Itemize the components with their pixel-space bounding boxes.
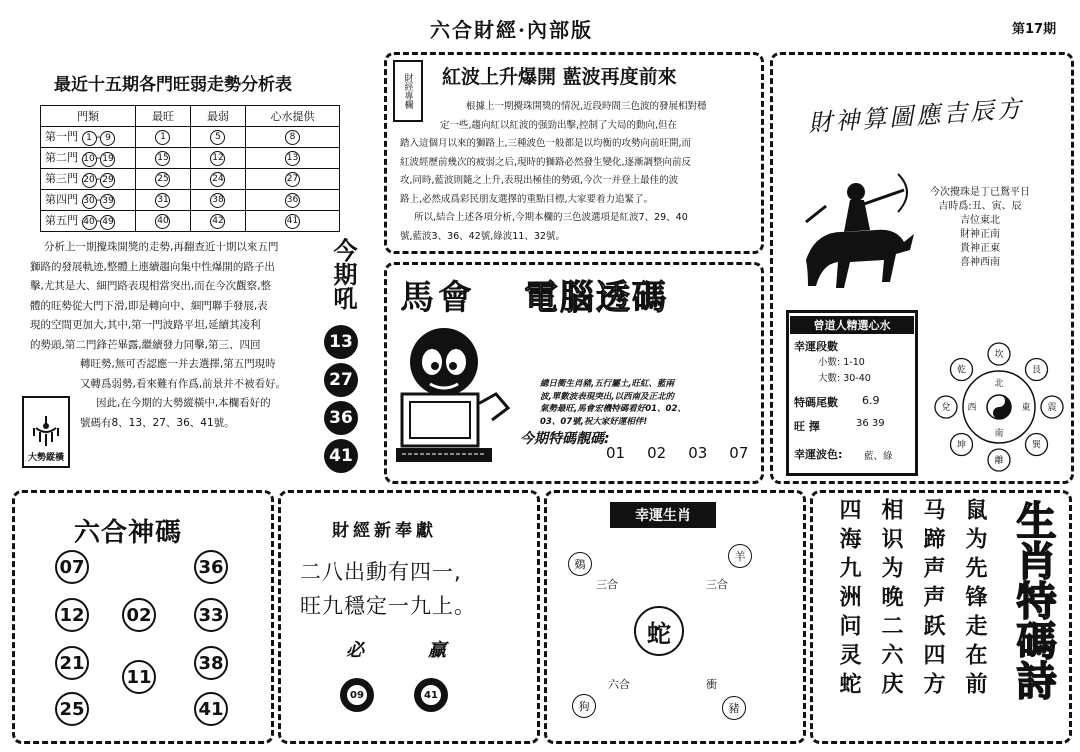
table-row: 第五門 40 - 49 40 42 41 (41, 211, 340, 232)
six-god-number: 12 (55, 598, 89, 632)
poem-col: 四海九洲问灵蛇 (836, 498, 862, 701)
column-stamp-label: 財經專欄 (402, 73, 413, 109)
bagua-compass-icon (932, 340, 1066, 474)
analysis-line: 的勢頭,第二門鋒芒畢露,繼續發力同擊,第三、四回 (30, 338, 261, 351)
six-god-number: 25 (55, 692, 89, 726)
waves-line: 紅波經歷前幾次的疲弱之后,現時的獅路必然發生變化,逐漸調整向前反 (400, 156, 692, 168)
gate-name: 第五門 (45, 214, 78, 228)
zodiac-title: 幸運生肖 (610, 502, 716, 528)
analysis-text (30, 238, 320, 433)
luck-range-label: 幸運段數 (794, 340, 838, 353)
poem-col: 鼠为先锋走在前 (962, 498, 988, 701)
mascot-computer-icon (396, 320, 516, 470)
computer-note-line: 03、07號,祝大家好運相伴! (540, 416, 648, 427)
zodiac-center: 蛇 (634, 606, 684, 656)
god-line: 吉位東北 (960, 215, 1000, 226)
cold-number: 24 (210, 172, 225, 187)
trigram-label: 兌 (941, 403, 951, 413)
luck-small: 小數: 1-10 (818, 357, 865, 368)
waves-line: 所以,結合上述各項分析,今期本欄的三色波選項是紅波7、29、40 (414, 212, 688, 223)
luck-color: 藍、綠 (864, 451, 893, 462)
luck-color-label: 幸運波色: (794, 448, 843, 461)
hot-number: 31 (155, 193, 170, 208)
gift-ball-2 (414, 678, 448, 712)
pick-number: 36 (285, 193, 300, 208)
zodiac-dog: 狗 (572, 694, 596, 718)
analysis-line: 分析上一期攪珠開獎的走勢,再翻查近十期以來五門 (44, 241, 279, 253)
stamp-label: 大勢縱橫 (27, 453, 64, 463)
zodiac-goat: 羊 (728, 544, 752, 568)
range-from: 40 (82, 215, 97, 230)
hot-number: 1 (155, 130, 170, 145)
range-from: 20 (82, 173, 97, 188)
shout-number-1: 13 (324, 325, 358, 359)
trigram-label: 艮 (1031, 365, 1042, 376)
chandelier-icon (28, 414, 64, 450)
shout-number-2: 27 (324, 363, 358, 397)
range-from: 1 (82, 131, 97, 146)
masthead-title: 六合財經·內部版 (430, 18, 593, 42)
pick-number: 41 (285, 214, 300, 229)
waves-line: 根據上一期攪珠開獎的情況,近段時間三色波的發展相對穩 (466, 101, 707, 112)
six-god-number: 21 (55, 646, 89, 680)
waves-line: 攻,同時,藍波則隨之上升,表現出極佳的勢頭,今次一并登上最佳的波 (400, 175, 679, 186)
computer-subtitle: 今期特碼靚碼: (520, 431, 610, 447)
six-god-number: 11 (122, 660, 156, 694)
luck-tail: 6.9 (862, 394, 880, 407)
zodiac-chong: 衝 (706, 678, 717, 691)
waves-line: 踏入這個月以來的獅路上,三種波色一般都是以均衡的攻勢向前旺開,而 (400, 138, 692, 149)
computer-note-line: 總日衝生肖豬,五行屬土,旺紅、藍兩 (540, 379, 674, 389)
range-to: 29 (100, 173, 115, 188)
table-row: 第一門 1 - 9 1 5 8 (41, 127, 340, 148)
trigram-label: 震 (1047, 403, 1057, 413)
analysis-line: 擊,尤其是大、細門路表現相當突出,而在今次觀察,整 (30, 280, 272, 292)
col-gate: 門類 (41, 106, 136, 127)
god-line: 吉時爲:丑、寅、辰 (938, 201, 1022, 212)
gift-win: 贏 (428, 640, 446, 661)
waves-headline: 紅波上升爆開 藍波再度前來 (442, 66, 677, 88)
computer-note-line: 波,單數波表現突出,以西南及正北的 (540, 391, 674, 402)
range-from: 30 (82, 194, 97, 209)
table-row: 第二門 10 - 19 15 12 13 (41, 148, 340, 169)
hot-number: 25 (155, 172, 170, 187)
direction-label: 東 (1021, 403, 1031, 413)
cold-number: 5 (210, 130, 225, 145)
trend-table-header (41, 106, 340, 127)
god-line: 今次攪珠是丁已鴛平日 (930, 187, 1030, 198)
gate-name: 第二門 (45, 151, 78, 165)
gift-ball-2-number: 41 (420, 684, 442, 706)
range-to: 9 (100, 131, 115, 146)
zodiac-liuhe: 六合 (608, 678, 630, 691)
waves-line: 定一些,趨向紅以紅波的强勁出擊,控制了大局的動向,但在 (440, 119, 678, 131)
gift-ball-1 (340, 678, 374, 712)
direction-label: 北 (994, 379, 1004, 389)
range-to: 49 (100, 215, 115, 230)
trend-stamp (22, 396, 70, 468)
pick-number: 27 (285, 172, 300, 187)
cold-number: 12 (210, 151, 225, 166)
poem-title: 生肖特碼詩 (1010, 500, 1057, 700)
gift-ball-1-number: 09 (346, 684, 368, 706)
computer-note (540, 378, 750, 428)
direction-label: 南 (994, 429, 1004, 439)
six-god-number: 02 (122, 598, 156, 632)
zodiac-pig: 豬 (722, 696, 746, 720)
trigram-label: 乾 (956, 365, 967, 376)
analysis-line: 現的空間更加大,其中,第一門波路平坦,延續其凌利 (30, 319, 261, 331)
col-hot: 最旺 (136, 106, 191, 127)
computer-number: 07 (729, 444, 749, 462)
gate-name: 第四門 (45, 193, 78, 207)
trigram-label: 巽 (1031, 440, 1042, 451)
zodiac-sanhe-right: 三合 (706, 578, 728, 591)
computer-note-line: 氣勢最旺,馬會宏機特碼看好01、02、 (540, 404, 686, 414)
gift-title: 財經新奉獻 (332, 521, 437, 541)
trigram-label: 坎 (994, 350, 1004, 360)
col-cold: 最弱 (190, 106, 245, 127)
gift-line-1: 二八出動有四一, (300, 560, 462, 584)
table-row: 第四門 30 - 39 31 38 36 (41, 190, 340, 211)
analysis-line: 又轉爲弱勢,看來難有作爲,前景并不被看好。 (80, 377, 287, 390)
gate-name: 第一門 (45, 130, 78, 144)
analysis-line: 體的旺勢從大門下滑,即是轉向中、細門聯手發展,表 (30, 299, 268, 312)
analysis-line: 號碼有8、13、27、36、41號。 (80, 416, 235, 429)
hot-number: 15 (155, 151, 170, 166)
six-god-number: 33 (194, 598, 228, 632)
computer-title-a: 馬會 (400, 278, 476, 318)
zodiac-rooster: 鷄 (568, 552, 592, 576)
computer-number: 01 (606, 444, 626, 462)
poem-col: 马蹄声声跃四方 (920, 498, 946, 701)
god-line: 貴神正東 (960, 243, 1000, 254)
gate-name: 第三門 (45, 172, 78, 186)
zodiac-sanhe-left: 三合 (596, 578, 618, 591)
god-line: 喜神西南 (960, 257, 1000, 268)
computer-number: 02 (647, 444, 667, 462)
horseman-archer-icon (786, 170, 926, 300)
computer-title-b: 電腦透碼 (524, 278, 668, 318)
range-from: 10 (82, 152, 97, 167)
luck-big: 大數: 30-40 (818, 373, 871, 384)
six-god-title: 六合神碼 (74, 518, 183, 548)
hot-number: 40 (155, 214, 170, 229)
luck-title: 曾道人精選心水 (790, 316, 914, 334)
six-god-number: 41 (194, 692, 228, 726)
gift-line-2: 旺九穩定一九上。 (300, 594, 476, 618)
god-title: 財神算圖應吉辰方 (807, 94, 1025, 138)
pick-number: 13 (285, 151, 300, 166)
pick-number: 8 (285, 130, 300, 145)
analysis-line: 獅路的發展軌迹,整體上連續趨向集中性爆開的路子出 (30, 260, 275, 273)
gift-must: 必 (346, 640, 364, 661)
cold-number: 42 (210, 214, 225, 229)
waves-text (400, 98, 755, 246)
table-row: 第三門 20 - 29 25 24 27 (41, 169, 340, 190)
trigram-label: 坤 (956, 440, 967, 451)
god-line: 財神正南 (960, 229, 1000, 240)
col-pick: 心水提供 (245, 106, 339, 127)
cold-number: 38 (210, 193, 225, 208)
trend-table-title: 最近十五期各門旺弱走勢分析表 (54, 75, 292, 95)
shout-title: 今期吼 (329, 238, 357, 310)
range-to: 39 (100, 194, 115, 209)
trend-table (40, 105, 340, 232)
six-god-number: 07 (55, 550, 89, 584)
analysis-line: 因此,在今期的大勢縱橫中,本欄看好的 (96, 397, 271, 409)
waves-line: 號,藍波3、36、42號,綠波11、32號。 (400, 230, 565, 242)
range-to: 19 (100, 152, 115, 167)
analysis-line: 轉旺勢,無可否認應一并去選擇,第五門現時 (80, 358, 276, 370)
computer-number: 03 (688, 444, 708, 462)
direction-label: 西 (967, 403, 977, 413)
luck-hot: 36 39 (856, 418, 885, 429)
luck-tail-label: 特碼尾數 (794, 396, 838, 409)
luck-hot-label: 旺 擇 (794, 420, 820, 433)
issue-number: 第17期 (1012, 22, 1057, 37)
six-god-number: 38 (194, 646, 228, 680)
six-god-number: 36 (194, 550, 228, 584)
shout-number-4: 41 (324, 439, 358, 473)
god-fortune-lines (920, 186, 1040, 270)
waves-line: 路上,必然成爲彩民朋友選擇的重點目標,大家要着力追緊了。 (400, 193, 654, 205)
computer-numbers (606, 444, 748, 462)
poem-col: 相识为晚二六庆 (878, 498, 904, 701)
shout-number-3: 36 (324, 401, 358, 435)
trigram-label: 離 (994, 456, 1004, 466)
